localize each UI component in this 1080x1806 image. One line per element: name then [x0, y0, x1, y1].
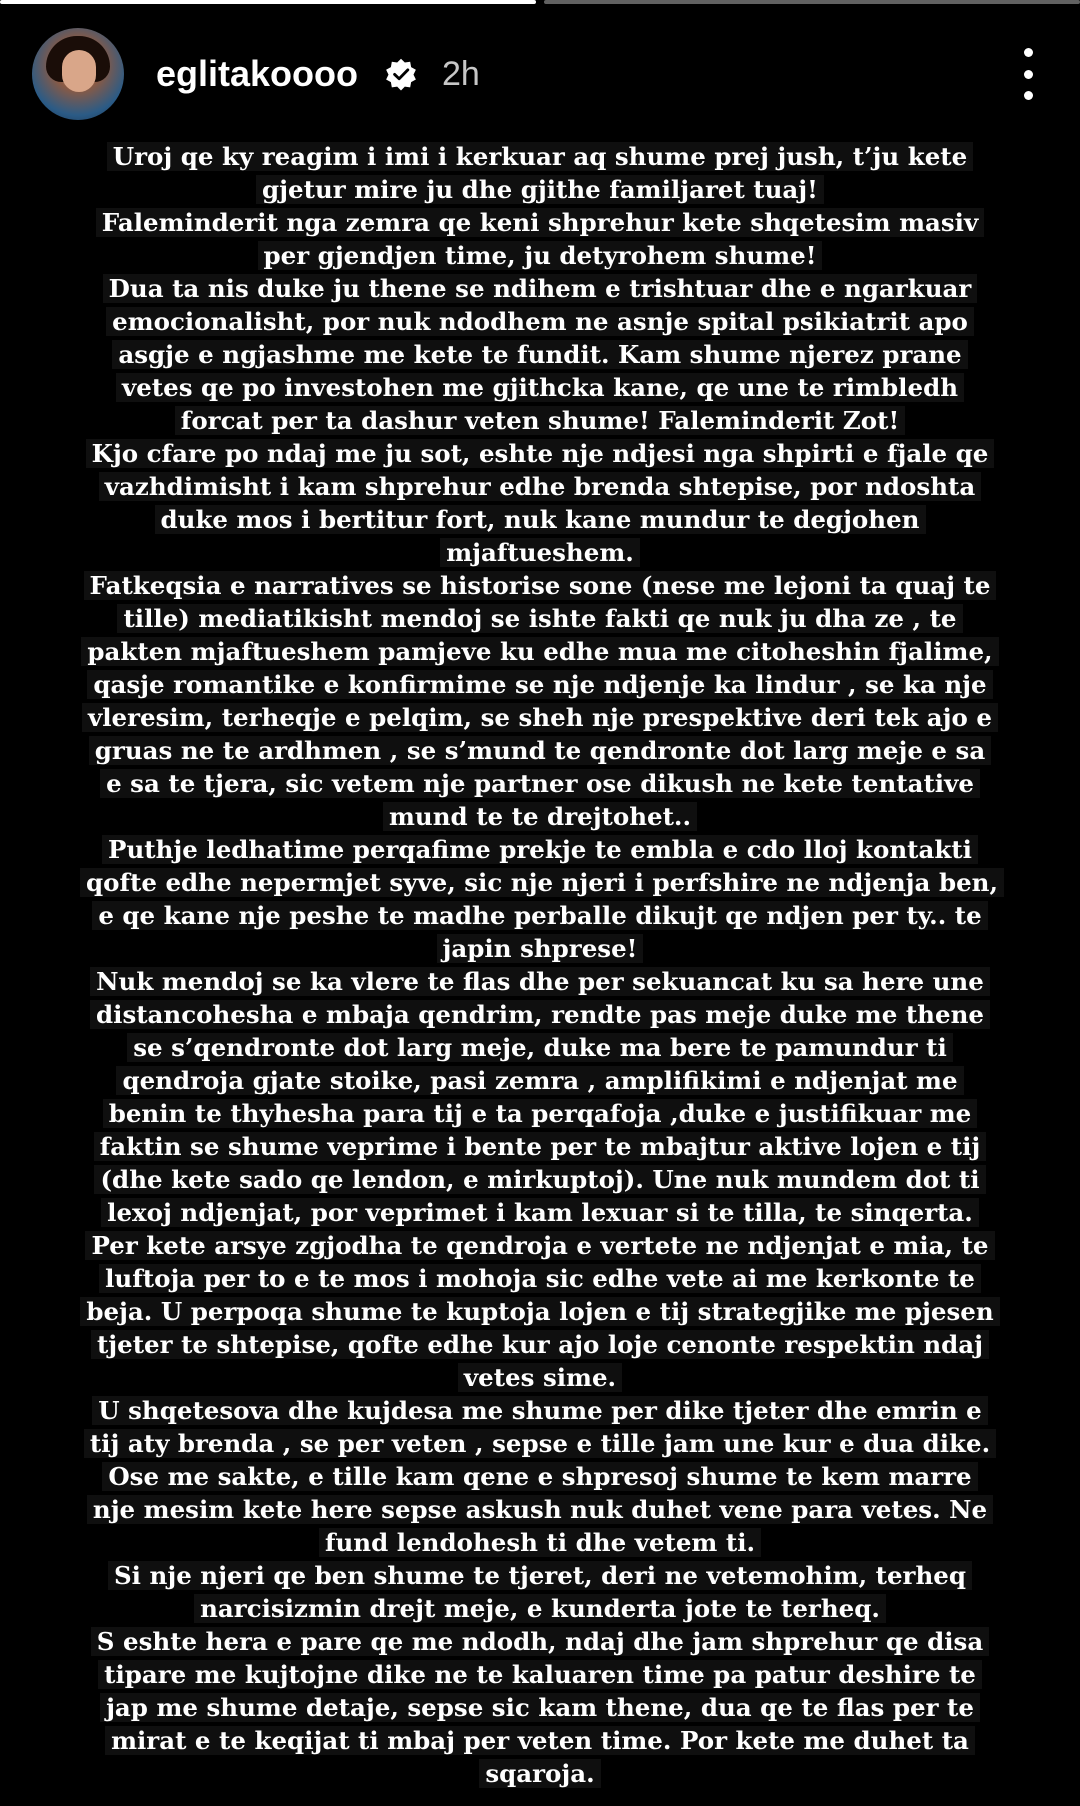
story-paragraph — [80, 140, 1000, 206]
story-paragraph-text: Fatkeqsia e narratives se historise sone (nese me lejoni ta quaj te tille) mediatikisht mendoj se ishte fakti qe nuk ju dha ze , te pakten mjaftueshem pamjeve ku edhe mua me citoheshin fjalime, qasje romantike e konfirmime se nje ndjenje ka lindur , se ka nje vleresim, terheqje e pelqim, se sheh nje prespektive deri tek ajo e gruas ne te ardhmen , se s’mund te qendronte dot larg meje e sa e sa te tjera, sic vetem nje partner ose dikush ne kete tentative mund te te drejtohet.. — [81, 571, 998, 831]
username-link[interactable]: eglitakoooo — [156, 53, 359, 94]
story-paragraph-text: Kjo cfare po ndaj me ju sot, eshte nje ndjesi nga shpirti e fjale qe vazhdimisht i kam shprehur edhe brenda shtepise, por ndoshta duke mos i bertitur fort, nuk kane mundur te degjohen mjaftueshem. — [86, 439, 995, 567]
story-header — [32, 28, 1048, 120]
verified-badge-icon — [384, 57, 418, 91]
story-progress-segment — [544, 0, 1080, 4]
story-paragraph — [80, 833, 1000, 965]
story-paragraph — [80, 1559, 1000, 1625]
more-dot — [1024, 70, 1033, 79]
story-paragraph-text: Si nje njeri qe ben shume te tjeret, deri ne vetemohim, terheq narcisizmin drejt meje, e kunderta jote te terheq. — [108, 1561, 972, 1623]
story-paragraph — [80, 1394, 1000, 1559]
more-dot — [1024, 48, 1033, 57]
progress-fill — [0, 0, 536, 4]
story-paragraph-text: Puthje ledhatime perqafime prekje te embla e cdo lloj kontakti qofte edhe nepermjet syve, sic nje njeri i perfshire ne ndjenja ben, e qe kane nje peshe te madhe perballe dikujt qe ndjen per ty.. te japin shprese! — [80, 835, 1004, 963]
more-options-button[interactable] — [1008, 44, 1048, 104]
story-paragraph — [80, 1625, 1000, 1790]
story-paragraph-text: S eshte hera e pare qe me ndodh, ndaj dhe jam shprehur qe disa tipare me kujtojne dike ne te kaluaren time pa patur deshire te jap me shume detaje, sepse sic kam thene, dua qe te flas per te mirat e te keqijat ti mbaj per veten time. Por kete me duhet ta sqaroja. — [91, 1627, 989, 1788]
story-paragraph-text: U shqetesova dhe kujdesa me shume per dike tjeter dhe emrin e tij aty brenda , se per veten , sepse e tille jam une kur e dua dike. Ose me sakte, e tille kam qene e shpresoj shume te kem marre nje mesim kete here sepse askush nuk duhet vene para vetes. Ne fund lendohesh ti dhe vetem ti. — [84, 1396, 996, 1557]
post-time: 2h — [442, 54, 480, 93]
story-paragraph — [80, 1229, 1000, 1394]
story-paragraph — [80, 569, 1000, 833]
avatar-face — [62, 50, 96, 92]
story-paragraph-text: Dua ta nis duke ju thene se ndihem e trishtuar dhe e ngarkuar emocionalisht, por nuk ndodhem ne asnje spital psikiatrit apo asgje e ngjashme me kete te fundit. Kam shume njerez prane vetes qe po investohen me gjithcka kane, qe une te rimbledh forcat per ta dashur veten shume! Faleminderit Zot! — [103, 274, 978, 435]
story-progress-segment — [0, 0, 536, 4]
story-paragraph — [80, 272, 1000, 437]
story-progress-bar — [0, 0, 1080, 4]
story-paragraph-text: Nuk mendoj se ka vlere te flas dhe per sekuancat ku sa here une distancohesha e mbaja qendrim, rendte pas meje duke me thene se s’qendronte dot larg meje, duke ma bere te pamundur ti qendroja gjate stoike, pasi zemra , amplifikimi e ndjenjat me benin te thyhesha para tij e ta perqafoja ,duke e justifikuar me faktin se shume veprime i bente per te mbajtur aktive lojen e tij (dhe kete sado qe lendon, e mirkuptoj). Une nuk mundem dot ti lexoj ndjenjat, por veprimet i kam lexuar si te tilla, te sinqerta. — [90, 967, 990, 1227]
story-paragraph-text: Per kete arsye zgjodha te qendroja e vertete ne ndjenjat e mia, te luftoja per to e te mos i mohoja sic edhe vete ai me kerkonte te beja. U perpoqa shume te kuptoja lojen e tij strategjike me pjesen tjeter te shtepise, qofte edhe kur ajo loje cenonte respektin ndaj vetes sime. — [80, 1231, 999, 1392]
more-dot — [1024, 91, 1033, 100]
avatar[interactable] — [32, 28, 124, 120]
story-paragraph — [80, 965, 1000, 1229]
story-paragraph — [80, 206, 1000, 272]
story-paragraph-text: Faleminderit nga zemra qe keni shprehur kete shqetesim masiv per gjendjen time, ju detyrohem shume! — [96, 208, 984, 270]
story-paragraph-text: Uroj qe ky reagim i imi i kerkuar aq shume prej jush, t’ju kete gjetur mire ju dhe gjithe familjaret tuaj! — [107, 142, 973, 204]
story-paragraph — [80, 437, 1000, 569]
story-text-block — [80, 140, 1000, 1790]
